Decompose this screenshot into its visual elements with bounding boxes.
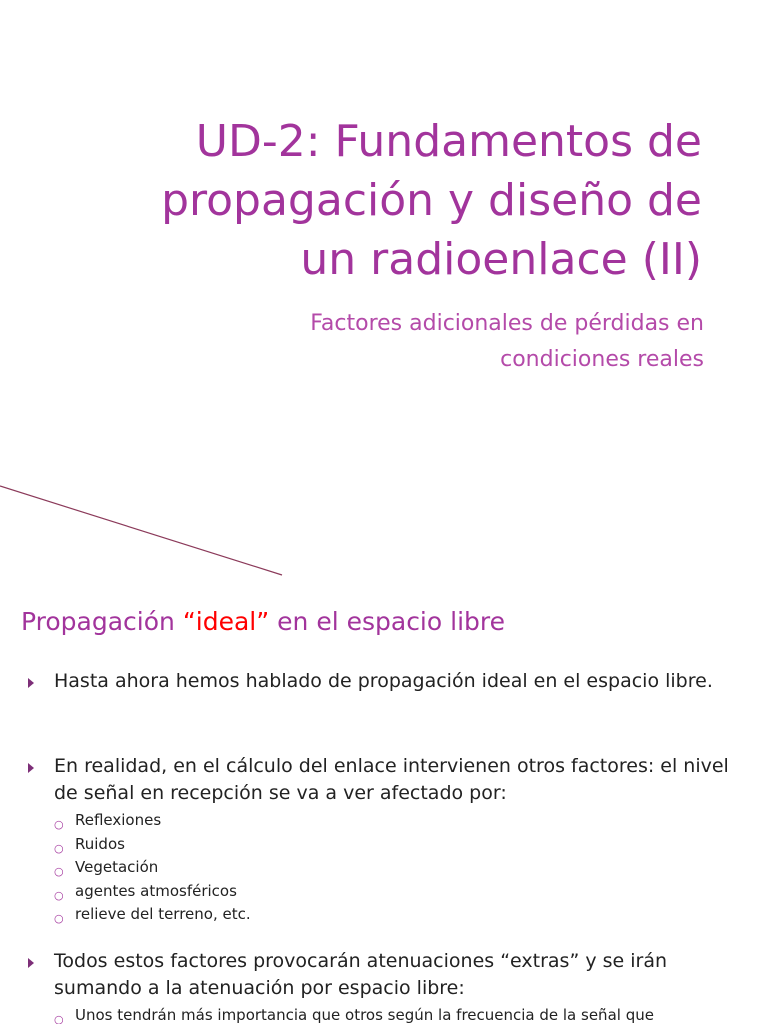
section-heading-highlight: “ideal” bbox=[182, 607, 270, 636]
circle-outline-icon: ○ bbox=[54, 818, 64, 831]
subtitle-line-2: condiciones reales bbox=[500, 347, 704, 372]
bullet-text-2: En realidad, en el cálculo del enlace intervienen otros factores: el nivel de señal en recepción se va a ver afectado por: bbox=[54, 755, 729, 804]
bullet-item-2 bbox=[28, 753, 738, 927]
section-heading-prefix: Propagación bbox=[21, 607, 183, 636]
triangle-right-icon bbox=[28, 678, 34, 688]
bullet-text-1: Hasta ahora hemos hablado de propagación ideal en el espacio libre. bbox=[54, 670, 713, 692]
sub-list-item: ○ Ruidos bbox=[28, 833, 738, 857]
bullet-item-3 bbox=[28, 948, 738, 1024]
sub-list-item: ○ agentes atmosféricos bbox=[28, 880, 738, 904]
circle-outline-icon: ○ bbox=[54, 912, 64, 925]
title-line-1: UD-2: Fundamentos de bbox=[195, 116, 702, 167]
circle-outline-icon: ○ bbox=[54, 865, 64, 878]
sub-list-2 bbox=[28, 809, 738, 927]
slide-title bbox=[62, 112, 702, 289]
triangle-right-icon bbox=[28, 763, 34, 773]
triangle-right-icon bbox=[28, 958, 34, 968]
title-line-3: un radioenlace (II) bbox=[300, 234, 702, 285]
subtitle-line-1: Factores adicionales de pérdidas en bbox=[310, 311, 704, 336]
section-heading bbox=[21, 602, 505, 642]
sub-list-item: ○ Reflexiones bbox=[28, 809, 738, 833]
section-heading-suffix: en el espacio libre bbox=[269, 607, 505, 636]
sub-list-3 bbox=[28, 1004, 738, 1024]
sub-list-item: ○ relieve del terreno, etc. bbox=[28, 903, 738, 927]
bullet-item-1 bbox=[28, 668, 738, 695]
slide-subtitle bbox=[64, 306, 704, 378]
sub-list-item: ○ Unos tendrán más importancia que otros según la frecuencia de la señal que bbox=[28, 1004, 738, 1024]
circle-outline-icon: ○ bbox=[54, 888, 64, 902]
decorative-divider-line bbox=[0, 480, 290, 580]
circle-outline-icon: ○ bbox=[54, 1013, 64, 1024]
sub-list-item: ○ Vegetación bbox=[28, 856, 738, 880]
title-line-2: propagación y diseño de bbox=[161, 175, 702, 226]
bullet-text-3: Todos estos factores provocarán atenuaciones “extras” y se irán sumando a la atenuación por espacio libre: bbox=[54, 950, 668, 999]
circle-outline-icon: ○ bbox=[54, 841, 64, 855]
